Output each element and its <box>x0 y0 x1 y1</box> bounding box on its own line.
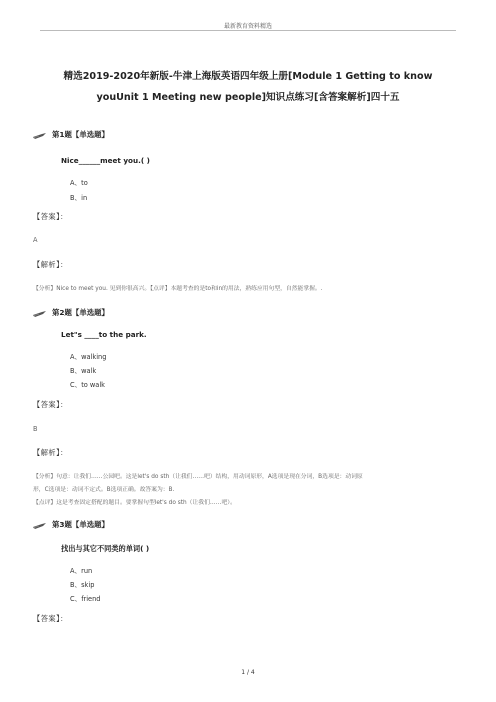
question-1-option-a[interactable]: A、to <box>70 179 88 187</box>
question-2-answer: B <box>33 425 38 433</box>
pen-icon <box>33 522 47 528</box>
question-1-heading: 第1题【单选题】 <box>33 129 109 140</box>
question-3-option-a[interactable]: A、run <box>70 567 93 575</box>
question-2-explanation-line3: 【点评】这是考查固定搭配的题目。要掌握句型let's do sth（让我们……吧）。 <box>33 500 236 506</box>
question-2-analysis-label: 【解析】： <box>33 448 68 457</box>
question-3-answer-label: 【答案】： <box>33 614 68 623</box>
question-3-option-b[interactable]: B、skip <box>70 581 95 589</box>
question-2-option-c[interactable]: C、to walk <box>70 381 105 389</box>
pen-icon <box>33 310 47 316</box>
question-2-option-b[interactable]: B、walk <box>70 367 97 375</box>
question-1-explanation: 【分析】Nice to meet you. 见到你很高兴。【点评】本题考查的是to和in的用法，熟练应用句型，自然能掌握。. <box>33 286 323 292</box>
question-2-option-a[interactable]: A、walking <box>70 353 107 361</box>
pen-icon <box>33 132 47 138</box>
question-1-answer-label: 【答案】： <box>33 212 68 221</box>
header-divider <box>40 30 456 31</box>
question-2-answer-label: 【答案】： <box>33 400 68 409</box>
page-header: 最新教育资料精选 <box>223 23 272 30</box>
document-title-line1: 精选2019-2020年新版-牛津上海版英语四年级上册[Module 1 Getting to know <box>63 71 433 82</box>
question-3-stem: 找出与其它不同类的单词( ) <box>61 544 150 553</box>
question-2-explanation-line1: 【分析】句意：让我们……公园吧。这是let's do sth（让我们……吧）结构，用动词原形，A选项是现在分词，B选项是：动词原 <box>33 474 363 480</box>
question-2-heading: 第2题【单选题】 <box>33 307 109 318</box>
question-1-stem: Nice______meet you.( ) <box>61 156 150 165</box>
question-2-stem: Let"s ____to the park. <box>61 330 147 339</box>
question-3-heading: 第3题【单选题】 <box>33 519 109 530</box>
document-title-line2: youUnit 1 Meeting new people]知识点练习[含答案解析]四十五 <box>96 92 400 103</box>
page-number: 1 / 4 <box>241 669 255 676</box>
question-1-answer: A <box>33 236 38 244</box>
question-3-option-c[interactable]: C、friend <box>70 595 101 603</box>
question-1-option-b[interactable]: B、in <box>70 194 88 202</box>
question-2-explanation-line2: 形，C选项是：动词不定式。B选项正确。故答案为：B. <box>33 487 175 493</box>
question-1-analysis-label: 【解析】： <box>33 260 68 269</box>
